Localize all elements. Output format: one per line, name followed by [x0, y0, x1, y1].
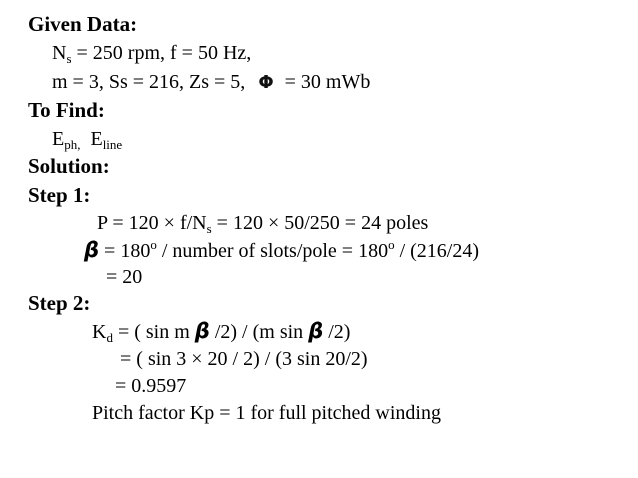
beta-part3: / (216/24) [394, 240, 480, 262]
ns-symbol: N [52, 42, 67, 64]
given-line-speed-frequency [52, 42, 252, 66]
poles-right: = 120 × 50/250 = 24 poles [211, 212, 429, 234]
step1-heading: Step 1: [28, 183, 91, 207]
given-line-slots-flux [52, 72, 370, 92]
poles-equation [97, 212, 429, 236]
kd-part2: /2) / (m sin [209, 321, 304, 343]
given-data-heading: Given Data: [28, 12, 138, 36]
step2-heading: Step 2: [28, 291, 91, 315]
phi-icon: Φ [258, 72, 274, 93]
beta-part2: / number of slots/pole = 180 [156, 240, 389, 262]
speed-frequency-text: = 250 rpm, f = 50 Hz, [71, 42, 252, 64]
eph-subscript: ph, [64, 137, 81, 152]
kd-symbol: K [92, 321, 107, 343]
degree-sup-1: o [150, 237, 157, 252]
eph-symbol: E [52, 128, 65, 150]
flux-value: = 30 mWb [284, 71, 371, 93]
pitch-factor-line: Pitch factor Kp = 1 for full pitched winding [92, 402, 441, 424]
solution-heading: Solution: [28, 154, 110, 178]
eline-symbol: E [90, 128, 103, 150]
beta-icon: β [84, 238, 100, 262]
poles-ns-subscript: s [206, 221, 212, 236]
beta-result: = 20 [106, 266, 143, 288]
to-find-heading: To Find: [28, 98, 105, 122]
poles-left: P = 120 × f/N [97, 212, 207, 234]
to-find-items [52, 128, 123, 152]
kd-substitution: = ( sin 3 × 20 / 2) / (3 sin 20/2) [120, 348, 368, 370]
ns-subscript: s [66, 51, 72, 66]
eline-subscript: line [102, 137, 123, 152]
beta-part1: = 180 [104, 240, 151, 262]
degree-sup-2: o [388, 237, 395, 252]
beta-equation [84, 237, 480, 262]
kd-part1: = ( sin m [112, 321, 190, 343]
beta-icon: β [308, 319, 324, 343]
kd-subscript: d [106, 330, 113, 345]
kd-equation [92, 319, 351, 345]
kd-result: = 0.9597 [115, 375, 187, 397]
beta-icon: β [194, 319, 210, 343]
kd-part3: /2) [323, 321, 351, 343]
slots-text: m = 3, Ss = 216, Zs = 5, [52, 71, 246, 93]
